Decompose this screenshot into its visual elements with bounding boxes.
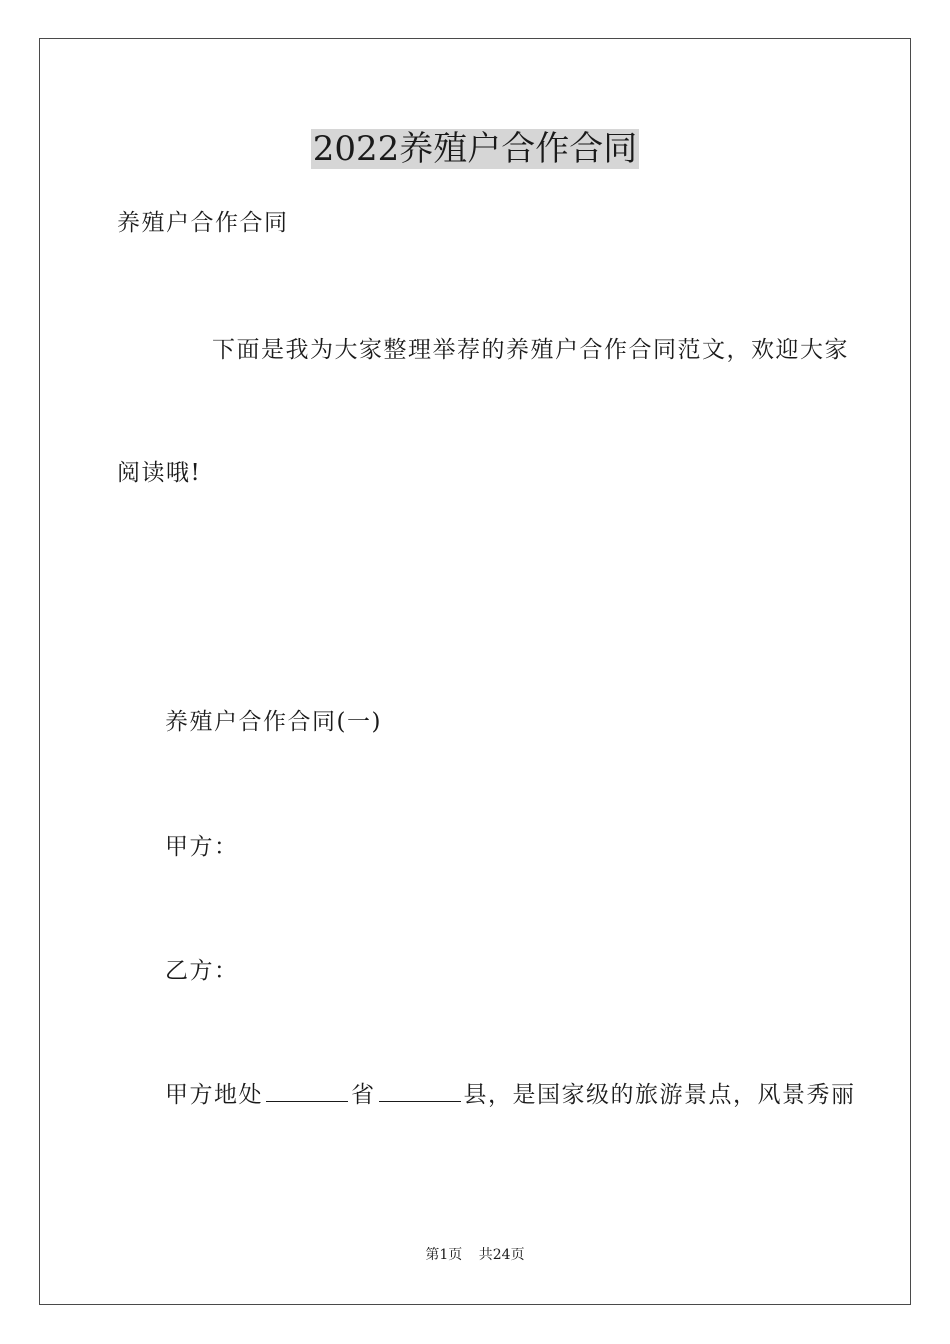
document-title-text: 2022养殖户合作合同	[312, 129, 638, 169]
page-total: 共24页	[478, 1247, 525, 1263]
page-current: 第1页	[425, 1247, 463, 1263]
clause-paragraph	[165, 1080, 856, 1110]
party-a-label: 甲方：	[165, 834, 239, 860]
intro-paragraph-line-1: 下面是我为大家整理举荐的养殖户合作合同范文，欢迎大家	[212, 337, 849, 363]
document-subtitle: 养殖户合作合同	[117, 210, 289, 236]
section-heading: 养殖户合作合同(一)	[165, 709, 382, 735]
clause-text-3: 县，是国家级的旅游景点，风景秀丽	[463, 1082, 856, 1108]
party-b-label: 乙方：	[165, 958, 239, 984]
intro-paragraph-line-2: 阅读哦!	[117, 460, 202, 486]
document-title	[0, 126, 950, 172]
county-blank	[379, 1081, 461, 1102]
province-blank	[266, 1081, 348, 1102]
clause-text-2: 省	[351, 1082, 376, 1108]
page-footer	[0, 1245, 950, 1265]
clause-text-1: 甲方地处	[165, 1082, 263, 1108]
